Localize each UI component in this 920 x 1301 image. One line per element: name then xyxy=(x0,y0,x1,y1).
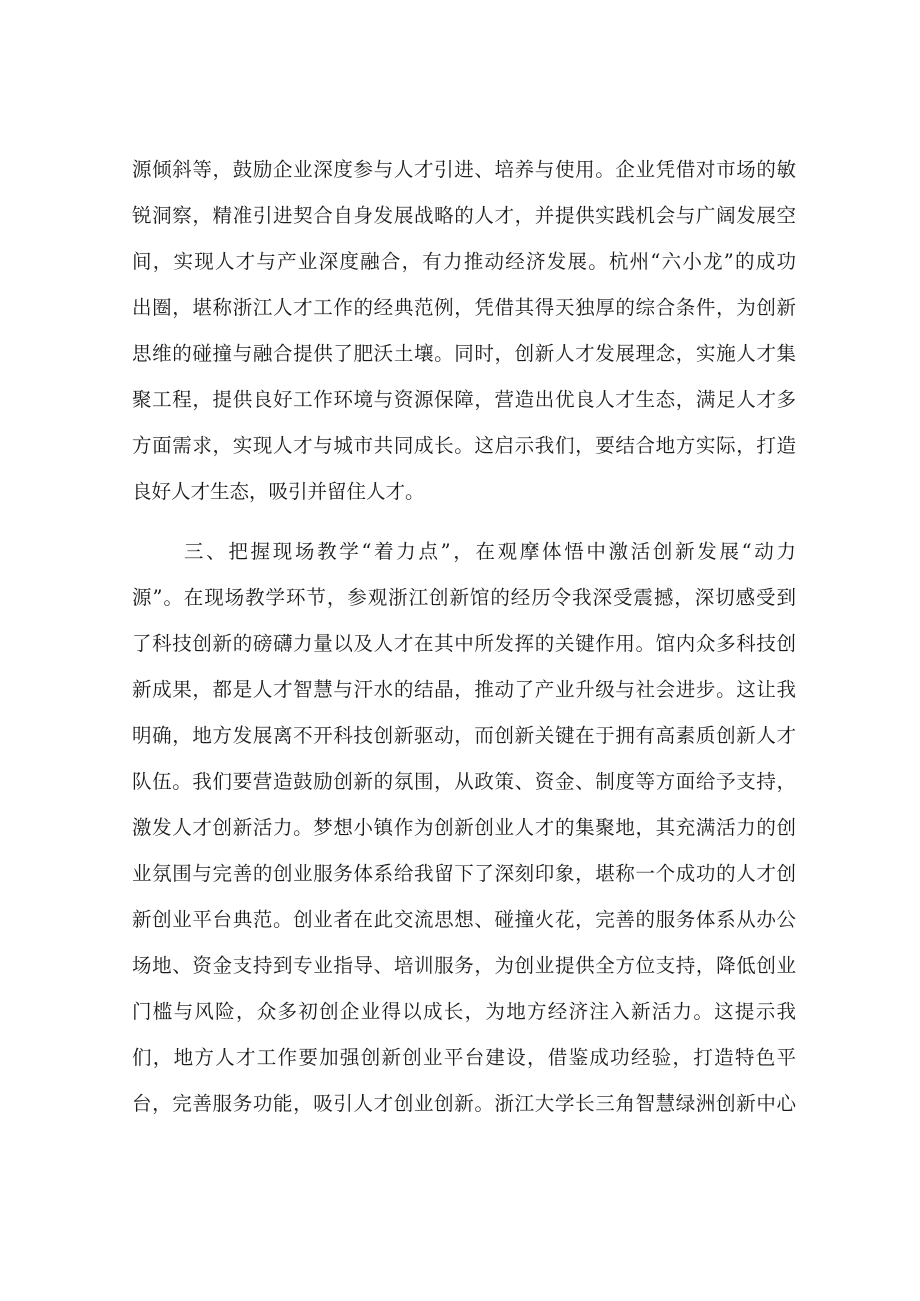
text-line: 良好人才生态，吸引并留住人才。 xyxy=(132,480,425,503)
text-line: 间，实现人才与产业深度融合，有力推动经济发展。杭州“六小龙”的成功 xyxy=(132,250,796,273)
text-line: 们，地方人才工作要加强创新创业平台建设，借鉴成功经验，打造特色平 xyxy=(132,1046,796,1069)
text-line: 思维的碰撞与融合提供了肥沃土壤。同时，创新人才发展理念，实施人才集 xyxy=(132,342,796,365)
text-line: 锐洞察，精准引进契合自身发展战略的人才，并提供实践机会与广阔发展空 xyxy=(132,204,796,227)
section-heading-line: 三、把握现场教学“着力点”，在观摩体悟中激活创新发展“动力 xyxy=(184,540,796,563)
text-line: 新成果，都是人才智慧与汗水的结晶，推动了产业升级与社会进步。这让我 xyxy=(132,678,796,701)
text-line: 新创业平台典范。创业者在此交流思想、碰撞火花，完善的服务体系从办公 xyxy=(132,908,796,931)
text-line: 方面需求，实现人才与城市共同成长。这启示我们，要结合地方实际，打造 xyxy=(132,434,796,457)
text-line: 台，完善服务功能，吸引人才创业创新。浙江大学长三角智慧绿洲创新中心 xyxy=(132,1092,796,1115)
text-line: 了科技创新的磅礴力量以及人才在其中所发挥的关键作用。馆内众多科技创 xyxy=(132,632,796,655)
text-line: 门槛与风险，众多初创企业得以成长，为地方经济注入新活力。这提示我 xyxy=(132,1000,796,1023)
text-line: 明确，地方发展离不开科技创新驱动，而创新关键在于拥有高素质创新人才 xyxy=(132,724,796,747)
text-line: 激发人才创新活力。梦想小镇作为创新创业人才的集聚地，其充满活力的创 xyxy=(132,816,796,839)
text-line: 场地、资金支持到专业指导、培训服务，为创业提供全方位支持，降低创业 xyxy=(132,954,796,977)
text-line: 聚工程，提供良好工作环境与资源保障，营造出优良人才生态，满足人才多 xyxy=(132,388,796,411)
text-line: 出圈，堪称浙江人才工作的经典范例，凭借其得天独厚的综合条件，为创新 xyxy=(132,296,796,319)
text-line: 源”。在现场教学环节，参观浙江创新馆的经历令我深受震撼，深切感受到 xyxy=(132,586,796,609)
text-line: 队伍。我们要营造鼓励创新的氛围，从政策、资金、制度等方面给予支持， xyxy=(132,770,796,793)
text-line: 源倾斜等，鼓励企业深度参与人才引进、培养与使用。企业凭借对市场的敏 xyxy=(132,158,796,181)
text-line: 业氛围与完善的创业服务体系给我留下了深刻印象，堪称一个成功的人才创 xyxy=(132,862,796,885)
